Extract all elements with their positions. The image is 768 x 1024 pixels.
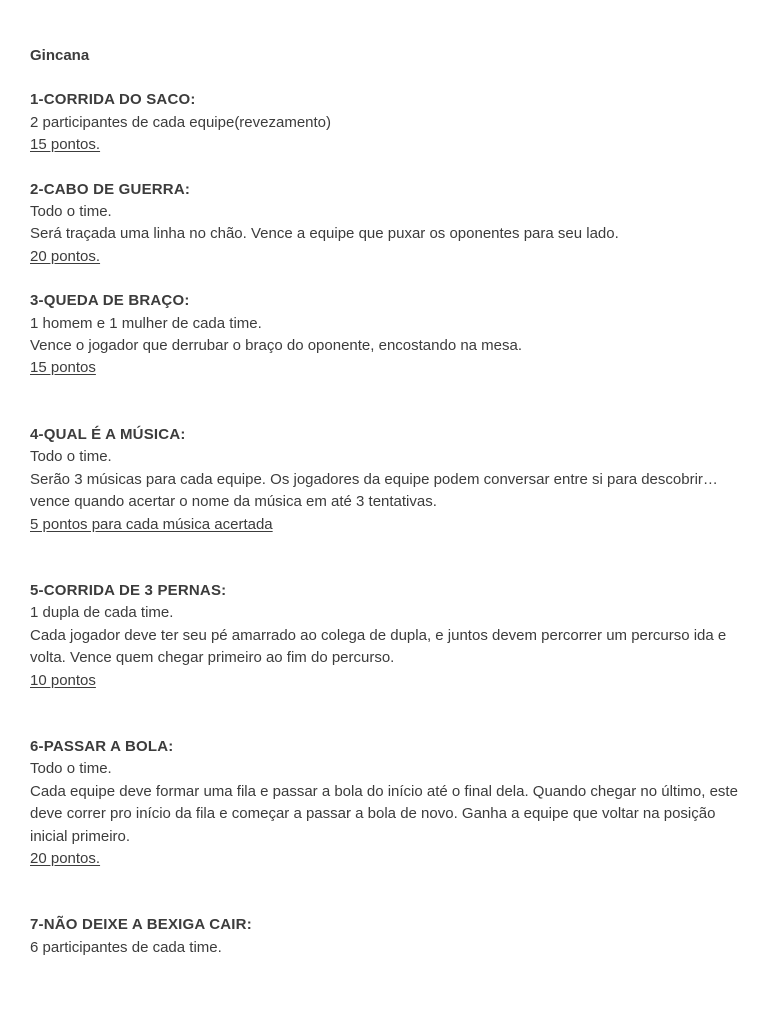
section-heading: 5-CORRIDA DE 3 PERNAS: [30,581,227,599]
section-heading: 6-PASSAR A BOLA: [30,737,174,755]
section-text: Cada equipe deve formar uma fila e passar a bola do início até o final dela. Quando chegar no último, este deve correr pro início da fila e começar a passar a bola de novo. Ganha a equipe que voltar na posição inicial primeiro. [30,782,738,845]
section-text: 1 dupla de cada time. [30,604,174,622]
section-points: 10 pontos [30,671,96,689]
section-points: 20 pontos. [30,247,101,265]
section-corrida-do-saco [30,89,738,156]
section-heading: 2-CABO DE GUERRA: [30,180,191,198]
section-text: Serão 3 músicas para cada equipe. Os jogadores da equipe podem conversar entre si para descobrir…vence quando acertar o nome da música em até 3 tentativas. [30,470,718,511]
section-text: Cada jogador deve ter seu pé amarrado ao colega de dupla, e juntos devem percorrer um percurso ida e volta. Vence quem chegar primeiro ao fim do percurso. [30,626,727,667]
section-heading: 7-NÃO DEIXE A BEXIGA CAIR: [30,916,252,934]
section-points: 5 pontos para cada música acertada [30,515,273,533]
section-points: 20 pontos. [30,849,101,867]
section-nao-deixe-a-bexiga-cair [30,914,738,959]
section-qual-e-a-musica [30,424,738,536]
section-queda-de-braco [30,290,738,380]
section-corrida-de-3-pernas [30,580,738,692]
section-text: Todo o time. [30,760,112,778]
section-heading: 4-QUAL É A MÚSICA: [30,425,186,443]
section-heading: 3-QUEDA DE BRAÇO: [30,292,190,310]
section-text: Todo o time. [30,448,112,466]
section-points: 15 pontos [30,359,96,377]
section-text: 2 participantes de cada equipe(revezamento) [30,113,332,131]
section-passar-a-bola [30,736,738,870]
section-text: 1 homem e 1 mulher de cada time. [30,314,262,332]
section-text: Vence o jogador que derrubar o braço do oponente, encostando na mesa. [30,337,523,355]
section-text: Todo o time. [30,203,112,221]
section-heading: 1-CORRIDA DO SACO: [30,91,196,109]
section-text: 6 participantes de cada time. [30,938,222,956]
document-title: Gincana [30,47,90,64]
section-points: 15 pontos. [30,136,101,154]
section-cabo-de-guerra [30,179,738,269]
section-text: Será traçada uma linha no chão. Vence a equipe que puxar os oponentes para seu lado. [30,225,619,243]
